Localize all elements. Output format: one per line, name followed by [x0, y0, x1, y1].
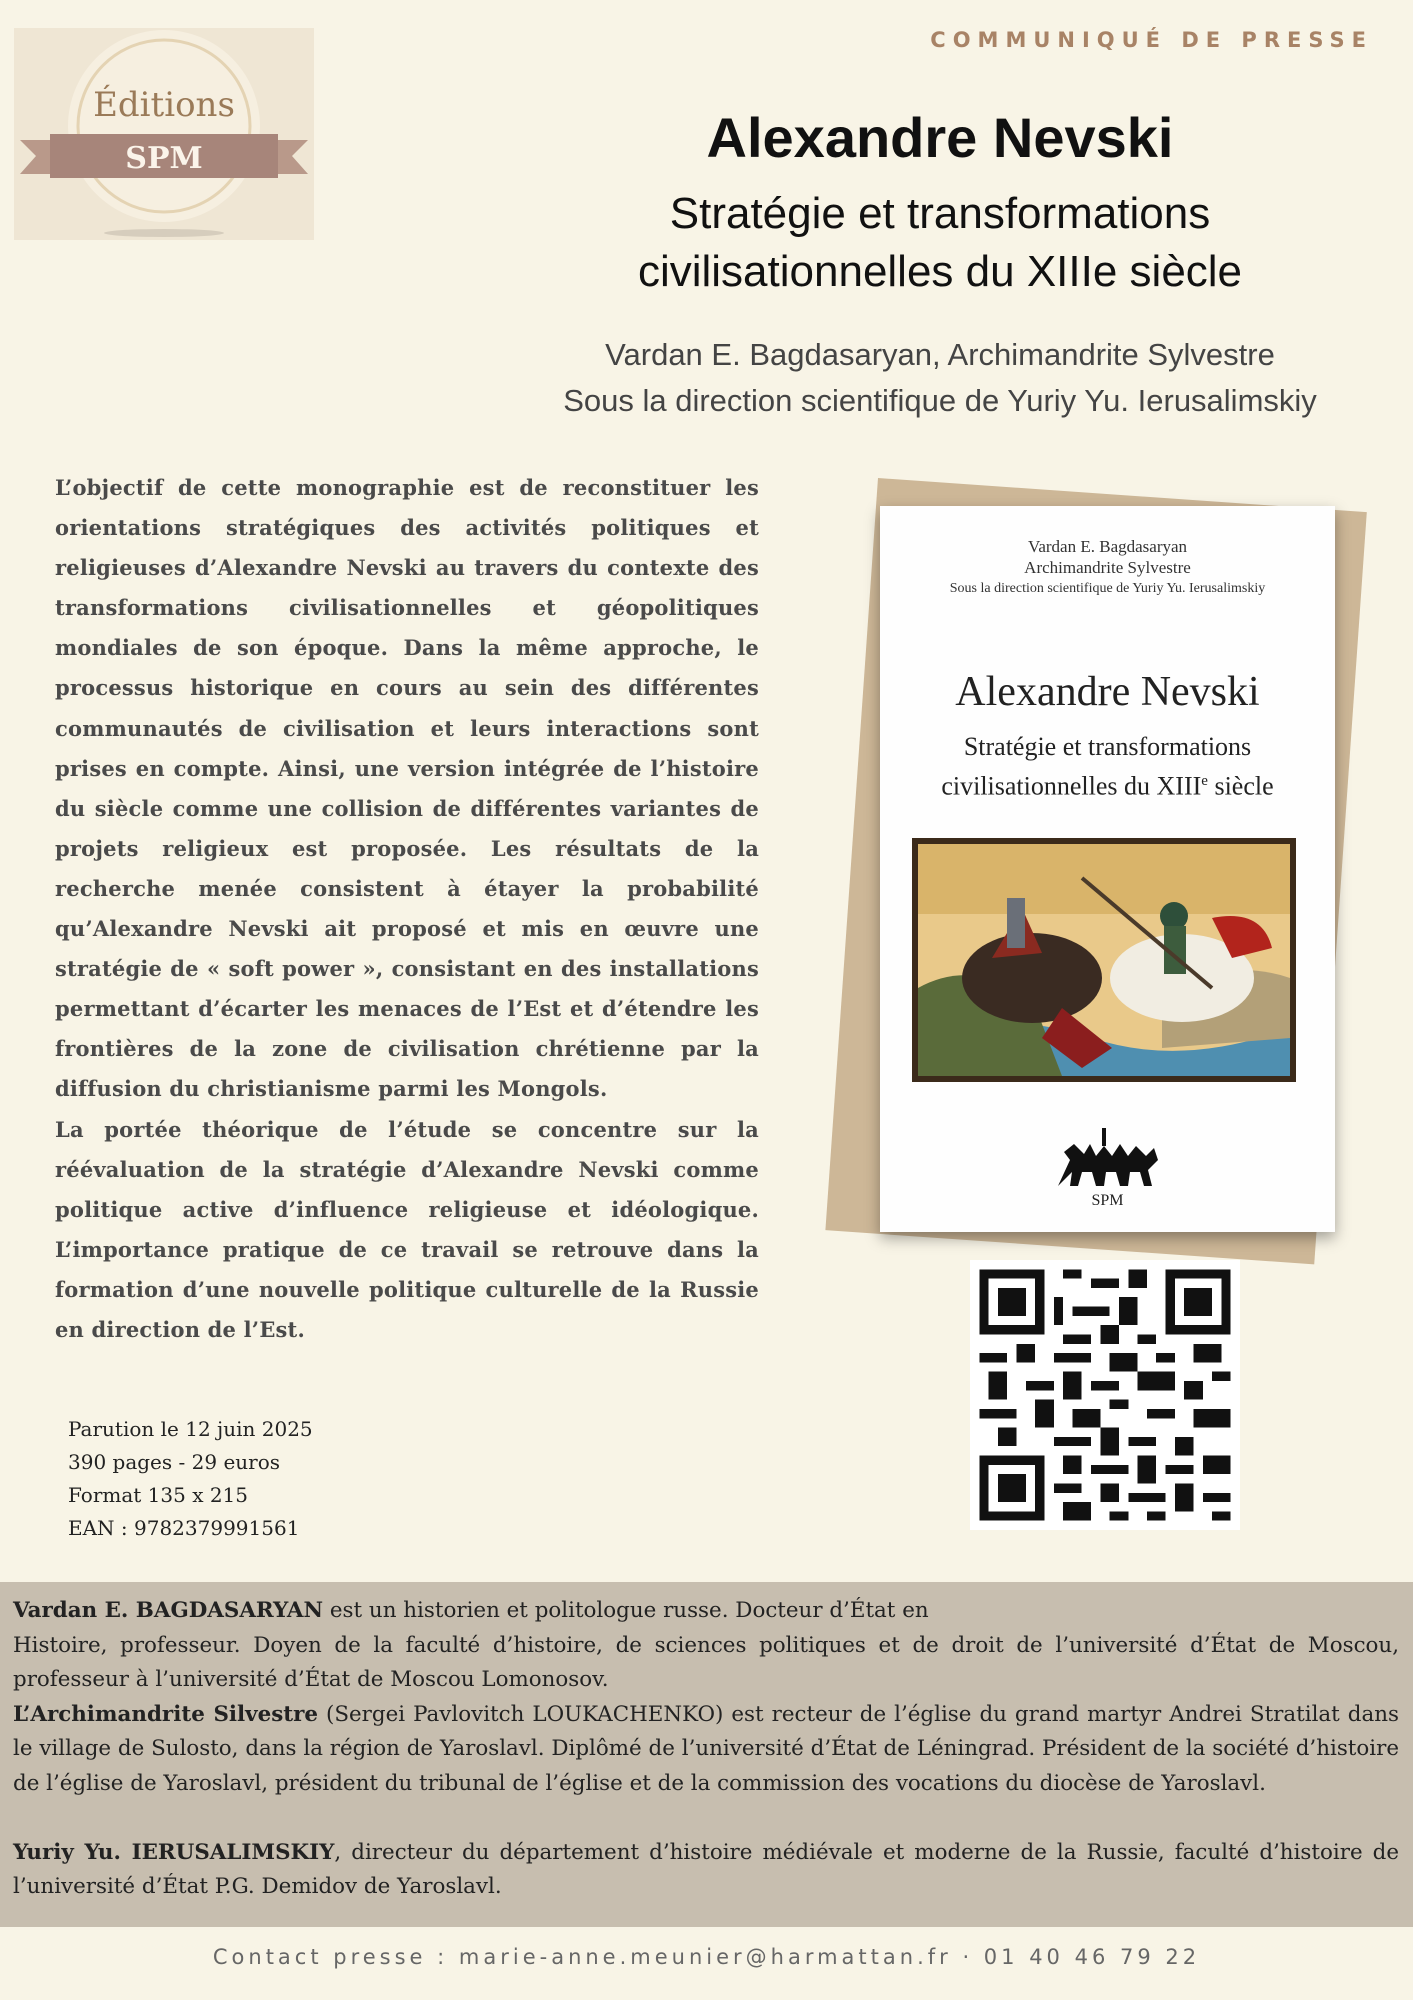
- cover-subtitle: [880, 730, 1335, 804]
- authors-block: [520, 332, 1360, 424]
- cover-direction: Sous la direction scientifique de Yuriy Yu. Ierusalimskiy: [949, 581, 1266, 596]
- logo-text-editions: Éditions: [93, 85, 235, 125]
- ean-code: EAN : 9782379991561: [68, 1516, 300, 1540]
- press-release-label: COMMUNIQUÉ DE PRESSE: [930, 28, 1373, 52]
- cover-publisher-icon: [1050, 1126, 1164, 1190]
- book-cover: [880, 506, 1335, 1232]
- bio-author-3: Yuriy Yu. IERUSALIMSKIY, directeur du département d’histoire médiévale et moderne de la Russie, faculté d’histoire de l’université d’État P.G. Demidov de Yaroslavl.: [13, 1839, 1400, 1899]
- press-contact[interactable]: Contact presse : marie-anne.meunier@harmattan.fr · 01 40 46 79 22: [212, 1945, 1201, 1969]
- cover-author-2: Archimandrite Sylvestre: [1024, 558, 1191, 577]
- logo-text-spm: SPM: [125, 141, 203, 176]
- bio-author-1: Vardan E. BAGDASARYAN est un historien et politologue russe. Docteur d’État en: [13, 1598, 929, 1623]
- cover-publisher: SPM: [1091, 1192, 1124, 1209]
- cover-subtitle-line-2: civilisationnelles du XIIIe siècle: [941, 771, 1274, 801]
- book-format: Format 135 x 215: [68, 1483, 249, 1507]
- book-summary: [55, 468, 759, 1350]
- book-details: [68, 1413, 313, 1545]
- qr-code[interactable]: [970, 1260, 1240, 1530]
- authors-line-1: Vardan E. Bagdasaryan, Archimandrite Sylvestre: [605, 337, 1275, 372]
- qr-code-icon: [970, 1260, 1240, 1530]
- author-bios: [13, 1594, 1399, 1905]
- cover-authors: [880, 536, 1335, 599]
- subtitle-line-1: Stratégie et transformations: [669, 189, 1211, 238]
- cover-title: Alexandre Nevski: [955, 669, 1260, 715]
- cover-illustration: [912, 838, 1296, 1082]
- author-bios-section: [0, 1582, 1413, 1927]
- page-title: Alexandre Nevski: [706, 106, 1174, 169]
- bio-author-2: L’Archimandrite Silvestre (Sergei Pavlovitch LOUKACHENKO) est recteur de l’église du grand martyr Andrei Stratilat dans le village de Sulosto, dans la région de Yaroslavl. Diplômé de l’université d’État de Léningrad. Président de la société d’histoire de l’église de Yaroslavl, président du tribunal de l’église et de la commission des vocations du diocèse de Yaroslavl.: [13, 1701, 1399, 1796]
- subtitle-line-2: civilisationnelles du XIIIe siècle: [637, 247, 1243, 296]
- pages-price: 390 pages - 29 euros: [68, 1450, 281, 1474]
- cover-subtitle-line-1: Stratégie et transformations: [963, 732, 1252, 761]
- publisher-logo: [14, 28, 314, 240]
- bio-author-1-cont: Histoire, professeur. Doyen de la faculté d’histoire, de sciences politiques et de droit de l’université d’État de Moscou, professeur à l’université d’État de Moscou Lomonosov.: [13, 1632, 1399, 1692]
- summary-paragraph-2: La portée théorique de l’étude se concentre sur la réévaluation de la stratégie d’Alexandre Nevski comme politique active d’influence religieuse et idéologique. L’importance pratique de ce travail se retrouve dans la formation d’une nouvelle politique culturelle de la Russie en direction de l’Est.: [55, 1116, 759, 1342]
- summary-paragraph-1: L’objectif de cette monographie est de reconstituer les orientations stratégiques des activités politiques et religieuses d’Alexandre Nevski au travers du contexte des transformations civilisationnelles et géopolitiques mondiales de son époque. Dans la même approche, le processus historique en cours au sein des différentes communautés de civilisation et leurs interactions sont prises en compte. Ainsi, une version intégrée de l’histoire du siècle comme une collision de différentes variantes de projets religieux est proposée. Les résultats de la recherche menée consistent à étayer la probabilité qu’Alexandre Nevski ait proposé et mis en œuvre une stratégie de « soft power », consistant en des installations permettant d’écarter les menaces de l’Est et d’étendre les frontières de la zone de civilisation chrétienne par la diffusion du christianisme parmi les Mongols.: [55, 475, 759, 1102]
- release-date: Parution le 12 juin 2025: [68, 1417, 313, 1441]
- page-subtitle: [520, 185, 1360, 301]
- cover-author-1: Vardan E. Bagdasaryan: [1027, 537, 1188, 556]
- authors-line-2: Sous la direction scientifique de Yuriy Yu. Ierusalimskiy: [563, 383, 1317, 418]
